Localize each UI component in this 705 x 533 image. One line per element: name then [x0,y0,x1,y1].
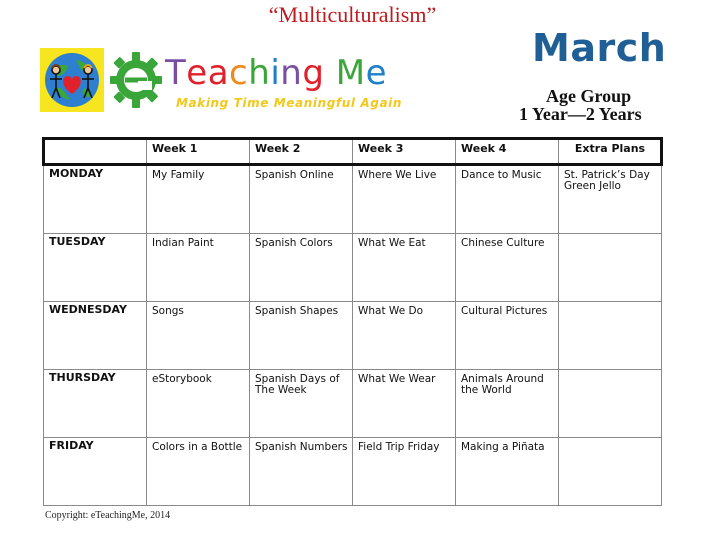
table-cell: Making a Piñata [456,438,559,506]
table-row [44,165,662,234]
column-header-week-3: Week 3 [353,139,456,165]
table-cell: Where We Live [353,165,456,234]
column-header-extra-plans: Extra Plans [559,139,662,165]
brand-letter: e [365,53,387,93]
brand-letter [324,53,335,93]
brand-letter: h [248,53,271,93]
month-title: March [532,26,667,70]
age-group-range: 1 Year—2 Years [519,104,642,124]
table-cell: Chinese Culture [456,234,559,302]
table-cell: Indian Paint [147,234,250,302]
lesson-plan-table [42,137,663,506]
table-cell: Songs [147,302,250,370]
table-cell: What We Eat [353,234,456,302]
table-cell [559,370,662,438]
children-globe-heart-icon [40,48,104,112]
table-cell [559,302,662,370]
table-row [44,302,662,370]
column-header-week-1: Week 1 [147,139,250,165]
table-row [44,370,662,438]
table-cell: St. Patrick’s Day Green Jello [559,165,662,234]
brand-letter: n [280,53,303,93]
brand-letter: i [270,53,281,93]
brand-letter: T [165,53,187,93]
table-row [44,234,662,302]
column-header [44,139,147,165]
table-cell [559,438,662,506]
table-cell: Colors in a Bottle [147,438,250,506]
table-cell: Animals Around the World [456,370,559,438]
table-cell [559,234,662,302]
gear-e-icon [108,50,164,110]
brand-tagline: Making Time Meaningful Again [176,96,403,110]
brand-wordmark [165,53,387,93]
table-cell: What We Do [353,302,456,370]
column-header-week-4: Week 4 [456,139,559,165]
theme-title: “Multiculturalism” [268,2,437,27]
table-cell: Spanish Shapes [250,302,353,370]
day-label: MONDAY [44,165,147,234]
table-cell: Dance to Music [456,165,559,234]
table-cell: Field Trip Friday [353,438,456,506]
table-cell: eStorybook [147,370,250,438]
table-cell: My Family [147,165,250,234]
brand-letter: g [302,53,325,93]
column-header-week-2: Week 2 [250,139,353,165]
brand-letter: e [186,53,208,93]
table-row [44,438,662,506]
copyright-notice: Copyright: eTeachingMe, 2014 [45,510,171,521]
brand-letter: a [207,53,230,93]
table-cell: Spanish Days of The Week [250,370,353,438]
table-cell: Spanish Numbers [250,438,353,506]
brand-letter: c [229,53,249,93]
day-label: WEDNESDAY [44,302,147,370]
table-cell: What We Wear [353,370,456,438]
brand-letter: M [335,53,366,93]
table-cell: Spanish Online [250,165,353,234]
day-label: TUESDAY [44,234,147,302]
day-label: FRIDAY [44,438,147,506]
table-header-row [44,139,662,165]
table-cell: Cultural Pictures [456,302,559,370]
age-group-label: Age Group [546,86,632,106]
table-cell: Spanish Colors [250,234,353,302]
day-label: THURSDAY [44,370,147,438]
